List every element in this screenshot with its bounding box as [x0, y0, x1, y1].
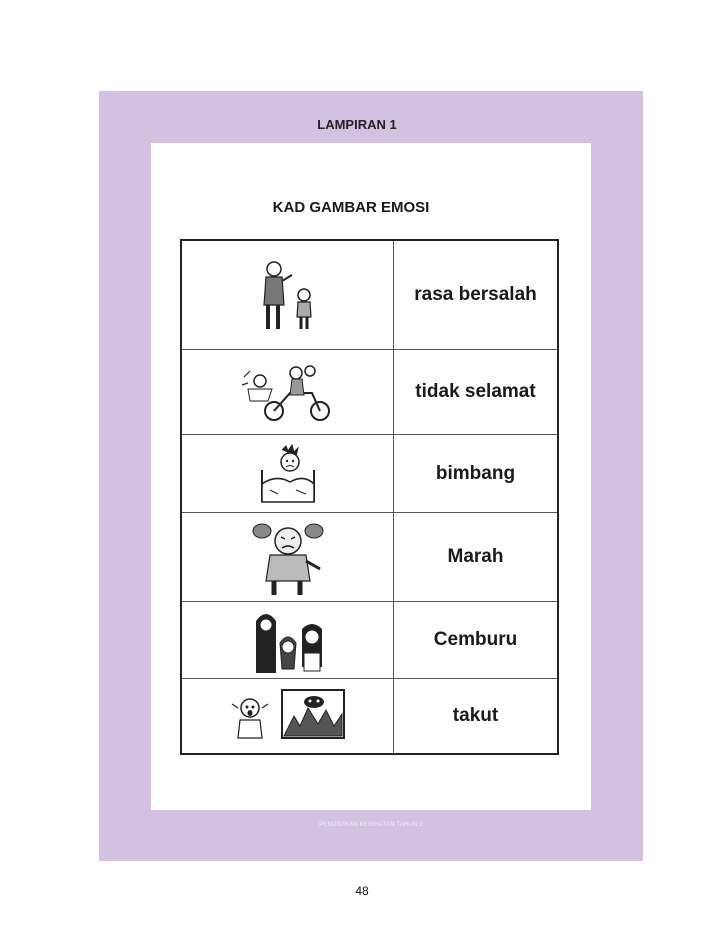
frame-footer: PENDIDIKAN KESIHATAN TAHUN 2	[319, 822, 423, 828]
sheet-title: KAD GAMBAR EMOSI	[272, 199, 430, 216]
card-picture-cell	[182, 435, 394, 512]
scared-person-monster-icon	[228, 686, 348, 746]
worried-person-in-bed-icon	[256, 444, 320, 504]
card-word: Marah	[447, 546, 504, 567]
jealous-people-icon	[252, 607, 324, 673]
card-picture-cell	[182, 679, 394, 753]
card-picture-cell	[182, 602, 394, 678]
card-picture-cell	[182, 350, 394, 434]
card-row	[182, 349, 557, 434]
card-word: bimbang	[435, 462, 516, 484]
appendix-label: LAMPIRAN 1	[317, 117, 397, 132]
page-frame	[99, 91, 643, 861]
motorbike-accident-icon	[240, 359, 336, 425]
card-sheet	[151, 143, 591, 810]
card-word: takut	[452, 705, 499, 726]
angry-man-steaming-icon	[250, 517, 326, 597]
card-row	[182, 512, 557, 601]
card-row	[182, 678, 557, 753]
adult-scolding-child-icon	[248, 255, 328, 335]
card-word: rasa bersalah	[414, 284, 537, 305]
card-picture-cell	[182, 241, 394, 349]
card-row	[182, 434, 557, 512]
card-word: tidak selamat	[415, 381, 536, 402]
emotion-card-table	[180, 239, 559, 755]
card-word: Cemburu	[433, 629, 518, 650]
page-number: 48	[355, 884, 369, 898]
card-picture-cell	[182, 513, 394, 601]
card-row	[182, 241, 557, 349]
card-row	[182, 601, 557, 678]
